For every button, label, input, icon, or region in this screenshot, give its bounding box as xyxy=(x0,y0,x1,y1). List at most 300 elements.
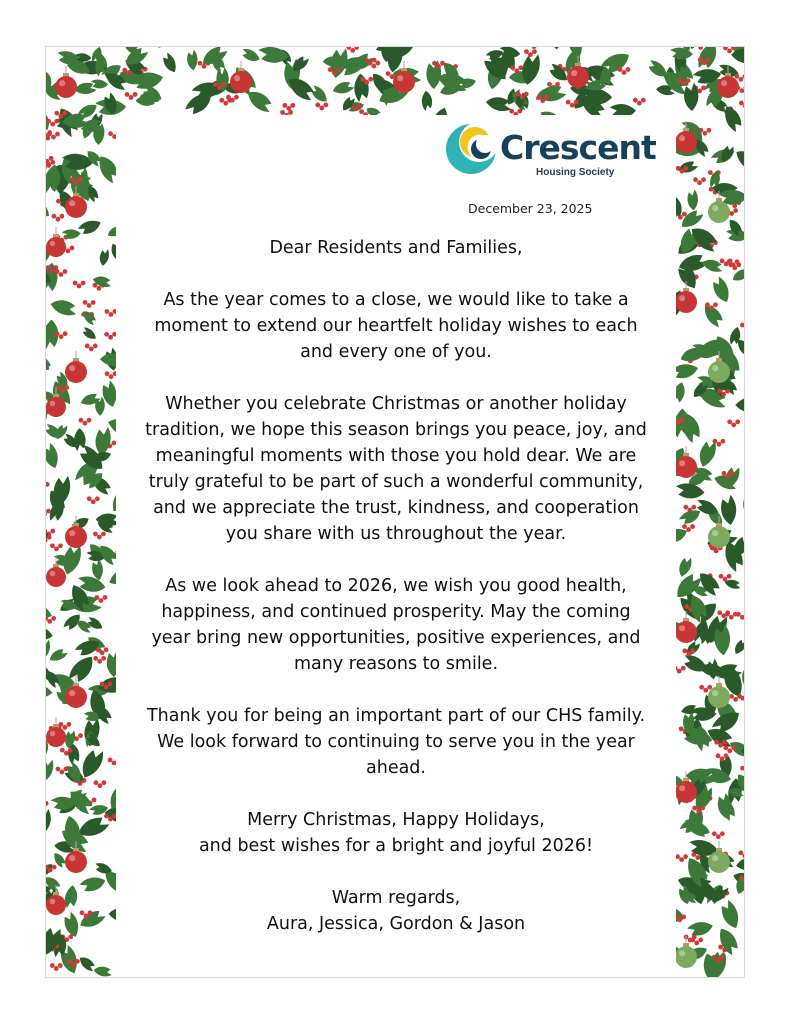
berry xyxy=(720,756,725,761)
berry xyxy=(54,119,59,124)
berry xyxy=(198,61,203,66)
berry xyxy=(93,344,98,349)
berry xyxy=(59,214,64,219)
berry xyxy=(82,778,87,783)
berry xyxy=(51,135,56,140)
berry xyxy=(724,753,729,758)
berry xyxy=(520,95,525,100)
berry xyxy=(693,177,698,182)
berry xyxy=(213,82,218,87)
berry xyxy=(555,82,560,87)
berry xyxy=(714,740,719,745)
holly-leaf xyxy=(743,927,744,951)
holly-leaf xyxy=(686,919,714,937)
berry xyxy=(350,48,355,53)
berry xyxy=(49,156,54,161)
ornament xyxy=(675,781,697,803)
berry xyxy=(516,92,521,97)
berry xyxy=(717,389,722,394)
berry xyxy=(60,770,65,775)
berry xyxy=(720,955,725,960)
berry xyxy=(79,418,84,423)
ornament xyxy=(230,71,252,93)
berry xyxy=(62,725,67,730)
berry xyxy=(109,312,114,317)
berry xyxy=(713,302,718,307)
ornament xyxy=(46,237,66,257)
holly-leaf xyxy=(715,925,742,957)
ornament xyxy=(708,851,730,873)
ornament-shine xyxy=(679,950,685,956)
berry xyxy=(68,934,73,939)
berry xyxy=(727,419,732,424)
berry xyxy=(129,95,134,100)
berry xyxy=(735,259,740,264)
ornament xyxy=(708,361,730,383)
berry xyxy=(55,217,60,222)
holly-leaf xyxy=(421,90,433,111)
sign-off xyxy=(122,885,670,937)
berry xyxy=(367,61,372,66)
berry xyxy=(290,103,295,108)
berry xyxy=(157,47,162,48)
holly-leaf xyxy=(308,84,330,106)
berry xyxy=(83,421,88,426)
berry xyxy=(56,767,61,772)
ornament-shine xyxy=(69,530,75,536)
berry xyxy=(63,331,68,336)
berry xyxy=(234,95,239,100)
berry xyxy=(618,67,623,72)
paragraph-4: Thank you for being an important part of our CHS family. We look forward to continuing to serve you in the year ahead. xyxy=(146,706,646,778)
berry xyxy=(68,748,73,753)
berry xyxy=(346,47,351,50)
ornament xyxy=(708,686,730,708)
berry xyxy=(104,685,109,690)
berry xyxy=(58,114,63,119)
ornament xyxy=(65,196,87,218)
berry xyxy=(105,371,110,376)
berry xyxy=(731,745,736,750)
berry xyxy=(101,656,106,661)
berry xyxy=(47,535,52,540)
berry xyxy=(721,392,726,397)
berry xyxy=(686,78,691,83)
ornament-shine xyxy=(69,855,75,861)
holly-leaf xyxy=(46,757,56,785)
berry xyxy=(50,543,55,548)
berry xyxy=(75,959,80,964)
berry xyxy=(727,748,732,753)
berry xyxy=(547,82,552,87)
berry xyxy=(108,335,113,340)
berry xyxy=(682,81,687,86)
berry xyxy=(682,649,687,654)
berry xyxy=(54,111,59,116)
berry xyxy=(371,64,376,69)
berry xyxy=(705,302,710,307)
letter-body xyxy=(116,115,676,977)
berry xyxy=(375,61,380,66)
berry xyxy=(286,106,291,111)
berry xyxy=(58,543,63,548)
holly-leaf xyxy=(675,482,705,500)
berry xyxy=(386,71,391,76)
berry xyxy=(719,574,724,579)
berry xyxy=(695,855,700,860)
berry xyxy=(733,612,738,617)
letter-date: December 23, 2025 xyxy=(468,201,593,216)
berry xyxy=(83,300,88,305)
berry xyxy=(716,753,721,758)
berry xyxy=(78,177,83,182)
berry xyxy=(202,64,207,69)
berry xyxy=(59,272,64,277)
berry xyxy=(706,57,711,62)
ornament xyxy=(46,727,66,747)
ornament xyxy=(567,66,589,88)
berry xyxy=(739,101,744,106)
berry xyxy=(51,616,56,621)
berry xyxy=(80,910,85,915)
berry xyxy=(88,910,93,915)
berry xyxy=(55,331,60,336)
berry xyxy=(622,70,627,75)
logo-name: Crescent xyxy=(500,128,656,167)
berry xyxy=(319,106,324,111)
berry xyxy=(63,269,68,274)
berry xyxy=(727,49,732,54)
berry xyxy=(707,128,712,133)
holly-leaf xyxy=(732,637,744,656)
berry xyxy=(99,598,104,603)
holly-leaf xyxy=(93,965,113,977)
berry xyxy=(717,610,722,615)
ornament-shine xyxy=(679,460,685,466)
holly-leaf xyxy=(49,297,79,318)
berry xyxy=(52,865,57,870)
ornament-shine xyxy=(69,365,75,371)
holly-leaf xyxy=(240,47,262,64)
holly-leaf xyxy=(735,856,744,872)
berry xyxy=(729,615,734,620)
berry xyxy=(67,959,72,964)
ornament-shine xyxy=(50,731,56,737)
berry xyxy=(720,831,725,836)
berry xyxy=(64,385,69,390)
berry xyxy=(718,743,723,748)
berry xyxy=(51,214,56,219)
berry xyxy=(733,208,738,213)
paragraph-3: As we look ahead to 2026, we wish you good health, happiness, and continued prosperity. May the coming year bring new opportunities, positive experiences, and many reasons to smile. xyxy=(151,576,641,674)
berry xyxy=(540,98,545,103)
holly-leaf xyxy=(46,808,52,835)
berry xyxy=(77,284,82,289)
berry xyxy=(707,685,712,690)
berry xyxy=(101,532,106,537)
berry xyxy=(91,300,96,305)
berry xyxy=(133,92,138,97)
berry xyxy=(641,98,646,103)
berry xyxy=(698,47,703,50)
berry xyxy=(698,57,703,62)
berry xyxy=(566,100,571,105)
berry xyxy=(697,180,702,185)
holly-leaf xyxy=(186,49,198,70)
holly-leaf xyxy=(732,146,744,174)
berry xyxy=(432,61,437,66)
berry xyxy=(536,95,541,100)
berry xyxy=(678,78,683,83)
berry xyxy=(360,77,365,82)
holly-leaf xyxy=(687,189,699,210)
berry xyxy=(108,758,113,763)
berry xyxy=(47,132,52,137)
berry xyxy=(727,259,732,264)
ornament-shine xyxy=(50,401,56,407)
ornament xyxy=(65,526,87,548)
holly-leaf xyxy=(46,442,61,470)
crescent-logo xyxy=(444,120,659,180)
holly-leaf xyxy=(80,326,98,342)
berry xyxy=(54,546,59,551)
berry xyxy=(315,103,320,108)
berry xyxy=(740,615,744,620)
berry xyxy=(570,103,575,108)
holly-leaf xyxy=(552,47,562,50)
berry xyxy=(87,418,92,423)
berry xyxy=(701,177,706,182)
berry xyxy=(734,74,739,79)
berry xyxy=(54,966,59,971)
berry xyxy=(47,619,52,624)
berry xyxy=(46,509,51,514)
berry xyxy=(97,659,102,664)
ornament-shine xyxy=(50,899,56,905)
berry xyxy=(682,524,687,529)
berry xyxy=(739,88,744,93)
ornament-shine xyxy=(234,75,240,81)
berry xyxy=(323,103,328,108)
berry xyxy=(637,101,642,106)
berry xyxy=(740,323,744,328)
ornament xyxy=(675,131,697,153)
berry xyxy=(66,722,71,727)
berry xyxy=(723,47,728,50)
berry xyxy=(46,119,51,124)
berry xyxy=(690,649,695,654)
ornament xyxy=(65,361,87,383)
berry xyxy=(48,868,53,873)
ornament xyxy=(46,397,66,417)
berry xyxy=(692,806,697,811)
berry xyxy=(59,334,64,339)
berry xyxy=(62,111,67,116)
berry xyxy=(725,389,730,394)
berry xyxy=(126,71,131,76)
greeting: Dear Residents and Families, xyxy=(269,238,523,258)
berry xyxy=(54,265,59,270)
berry xyxy=(709,305,714,310)
berry xyxy=(95,496,100,501)
holly-leaf xyxy=(77,217,103,237)
berry xyxy=(688,938,693,943)
berry xyxy=(46,801,49,806)
berry xyxy=(50,122,55,127)
berry xyxy=(677,669,682,674)
berry xyxy=(679,726,684,731)
berry xyxy=(528,52,533,57)
berry xyxy=(676,166,681,171)
holly-leaf xyxy=(735,397,744,413)
berry xyxy=(104,332,109,337)
berry xyxy=(217,85,222,90)
berry xyxy=(691,505,696,510)
ornament xyxy=(675,456,697,478)
berry xyxy=(46,162,51,167)
crescent-mark-icon xyxy=(444,120,499,175)
berry xyxy=(93,656,98,661)
ornament-shine xyxy=(712,205,718,211)
ornament-shine xyxy=(679,625,685,631)
berry xyxy=(354,47,359,50)
berry xyxy=(680,169,685,174)
berry xyxy=(574,100,579,105)
logo-subtitle: Housing Society xyxy=(536,167,615,178)
berry xyxy=(58,722,63,727)
berry xyxy=(372,58,377,63)
berry xyxy=(56,385,61,390)
berry xyxy=(78,733,83,738)
ornament xyxy=(65,686,87,708)
holly-leaf xyxy=(730,267,744,284)
berry xyxy=(94,780,99,785)
berry xyxy=(368,77,373,82)
berry xyxy=(85,344,90,349)
berry xyxy=(87,303,92,308)
berry xyxy=(740,766,744,771)
berry xyxy=(70,246,75,251)
ornament-shine xyxy=(397,75,403,81)
berry xyxy=(677,917,682,922)
berry xyxy=(703,131,708,136)
berry xyxy=(686,652,691,657)
berry xyxy=(723,745,728,750)
berry xyxy=(721,439,726,444)
holly-leaf xyxy=(718,898,743,931)
berry xyxy=(532,47,537,49)
berry xyxy=(359,109,364,114)
paragraph-1: As the year comes to a close, we would like to take a moment to extend our heartfelt holiday wishes to each and every one of you. xyxy=(154,290,638,362)
berry xyxy=(97,535,102,540)
berry xyxy=(738,77,743,82)
berry xyxy=(727,574,732,579)
berry xyxy=(108,682,113,687)
berry xyxy=(725,612,730,617)
ornament-shine xyxy=(712,530,718,536)
berry xyxy=(676,420,681,425)
ornament-shine xyxy=(679,135,685,141)
berry xyxy=(716,834,721,839)
ornament xyxy=(393,71,415,93)
ornament xyxy=(675,946,697,968)
berry xyxy=(717,442,722,447)
berry xyxy=(92,798,97,803)
berry xyxy=(692,935,697,940)
holly-leaf xyxy=(536,84,568,105)
berry xyxy=(100,650,105,655)
berry xyxy=(681,666,686,671)
holly-leaf xyxy=(680,725,714,748)
berry xyxy=(103,595,108,600)
berry xyxy=(701,85,706,90)
holly-leaf xyxy=(160,51,179,74)
berry xyxy=(633,98,638,103)
berry xyxy=(683,854,688,859)
ornament-shine xyxy=(50,571,56,577)
holly-leaf xyxy=(331,80,355,96)
berry xyxy=(227,98,232,103)
ornament xyxy=(708,526,730,548)
berry xyxy=(50,963,55,968)
berry xyxy=(514,68,519,73)
ornament xyxy=(46,567,66,587)
berry xyxy=(700,806,705,811)
ornament xyxy=(675,291,697,313)
berry xyxy=(720,259,725,264)
berry xyxy=(684,166,689,171)
berry xyxy=(58,963,63,968)
berry xyxy=(357,103,362,108)
berry xyxy=(93,532,98,537)
berry xyxy=(681,914,686,919)
holly-leaf xyxy=(719,494,738,525)
berry xyxy=(282,103,287,108)
berry xyxy=(60,748,65,753)
berry xyxy=(722,471,727,476)
ornament xyxy=(717,76,739,98)
berry xyxy=(221,82,226,87)
holly-leaf xyxy=(46,624,54,643)
berry xyxy=(698,938,703,943)
berry xyxy=(104,814,109,819)
berry xyxy=(699,685,704,690)
holly-leaf xyxy=(80,308,98,326)
berry xyxy=(332,70,337,75)
holly-leaf xyxy=(710,275,733,305)
berry xyxy=(703,688,708,693)
berry xyxy=(626,67,631,72)
letter-text xyxy=(122,235,670,937)
berry xyxy=(436,64,441,69)
berry xyxy=(98,783,103,788)
berry xyxy=(731,422,736,427)
berry xyxy=(708,170,713,175)
berry xyxy=(686,527,691,532)
ornament-shine xyxy=(712,365,718,371)
berry xyxy=(738,850,743,855)
berry xyxy=(735,419,740,424)
berry xyxy=(100,682,105,687)
ornament-shine xyxy=(69,690,75,696)
ornament-shine xyxy=(69,200,75,206)
berry xyxy=(102,780,107,785)
berry xyxy=(64,751,69,756)
closing: Warm regards, xyxy=(331,888,461,908)
holly-leaf xyxy=(678,207,705,232)
ornament-shine xyxy=(679,295,685,301)
holly-leaf xyxy=(742,570,744,597)
